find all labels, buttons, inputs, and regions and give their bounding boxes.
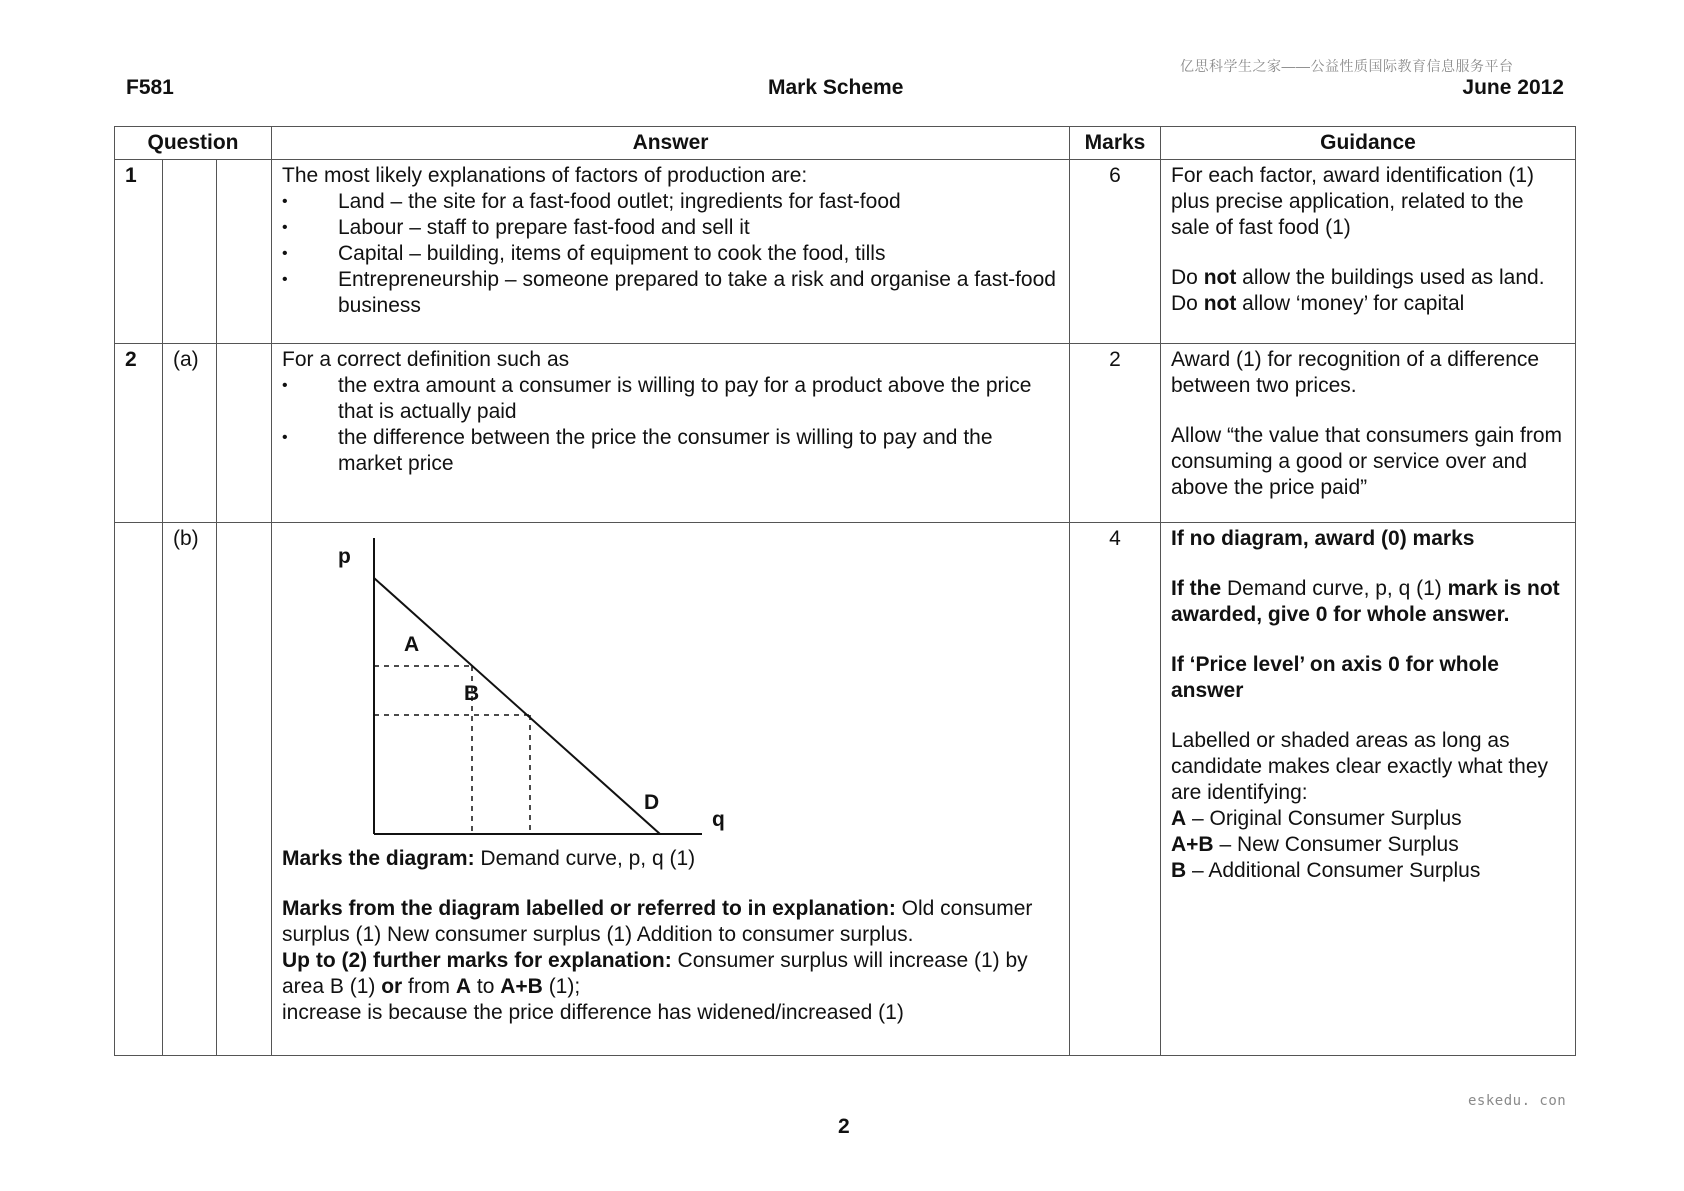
table-row bbox=[115, 160, 1576, 344]
list-item: • Entrepreneurship – someone prepared to take a risk and organise a fast-food business bbox=[282, 267, 1059, 319]
list-item: • Capital – building, items of equipment to cook the food, tills bbox=[282, 241, 1059, 267]
list-item: • the extra amount a consumer is willing to pay for a product above the price that is actually paid bbox=[282, 373, 1059, 425]
question-number: 2 bbox=[115, 344, 163, 523]
answer-intro: For a correct definition such as bbox=[282, 348, 570, 371]
guidance-cell bbox=[1161, 523, 1576, 1056]
question-subpart bbox=[217, 160, 272, 344]
marks-cell: 4 bbox=[1070, 523, 1161, 1056]
list-item: • Land – the site for a fast-food outlet; ingredients for fast-food bbox=[282, 189, 1059, 215]
list-item: • the difference between the price the consumer is willing to pay and the market price bbox=[282, 425, 1059, 477]
mark-scheme-table bbox=[114, 126, 1576, 1056]
answer-cell bbox=[272, 160, 1070, 344]
further-marks-text-2: increase is because the price difference has widened/increased (1) bbox=[282, 1001, 904, 1024]
guidance-item: B – Additional Consumer Surplus bbox=[1171, 859, 1481, 882]
list-item: • Labour – staff to prepare fast-food and sell it bbox=[282, 215, 1059, 241]
question-subpart bbox=[217, 523, 272, 1056]
header-code: F581 bbox=[126, 76, 174, 99]
demand-curve bbox=[374, 578, 660, 834]
question-number bbox=[115, 523, 163, 1056]
table-row bbox=[115, 344, 1576, 523]
answer-cell bbox=[272, 344, 1070, 523]
guidance-item: A+B – New Consumer Surplus bbox=[1171, 833, 1459, 856]
question-part: (a) bbox=[163, 344, 217, 523]
price-axis-label: p bbox=[338, 545, 351, 568]
header-date: June 2012 bbox=[1462, 76, 1564, 99]
page-number: 2 bbox=[838, 1115, 850, 1138]
marks-cell: 6 bbox=[1070, 160, 1161, 344]
guidance-text: Allow “the value that consumers gain from consuming a good or service over and above the price paid” bbox=[1171, 424, 1563, 499]
guidance-item: A – Original Consumer Surplus bbox=[1171, 807, 1462, 830]
watermark-bottom: eskedu. con bbox=[1468, 1093, 1567, 1109]
demand-curve-diagram bbox=[282, 526, 802, 846]
question-part bbox=[163, 160, 217, 344]
guidance-text: Do not allow the buildings used as land. bbox=[1171, 266, 1545, 289]
guidance-text: If the Demand curve, p, q (1) mark is not awarded, give 0 for whole answer. bbox=[1171, 577, 1560, 626]
guidance-text: If no diagram, award (0) marks bbox=[1171, 527, 1475, 550]
header-title: Mark Scheme bbox=[768, 76, 904, 99]
area-b-label: B bbox=[464, 682, 480, 705]
guidance-text: If ‘Price level’ on axis 0 for whole answer bbox=[1171, 653, 1499, 702]
guidance-text: Award (1) for recognition of a difference between two prices. bbox=[1171, 348, 1540, 397]
guidance-cell bbox=[1161, 344, 1576, 523]
guidance-cell bbox=[1161, 160, 1576, 344]
table-header-row bbox=[115, 127, 1576, 160]
header-answer: Answer bbox=[272, 127, 1070, 160]
answer-list bbox=[282, 373, 1059, 477]
area-a-label: A bbox=[404, 633, 420, 656]
marks-cell: 2 bbox=[1070, 344, 1161, 523]
header-guidance: Guidance bbox=[1161, 127, 1576, 160]
header-question: Question bbox=[115, 127, 272, 160]
answer-cell bbox=[272, 523, 1070, 1056]
question-part: (b) bbox=[163, 523, 217, 1056]
guidance-text: Do not allow ‘money’ for capital bbox=[1171, 292, 1465, 315]
question-subpart bbox=[217, 344, 272, 523]
answer-intro: The most likely explanations of factors of production are: bbox=[282, 164, 808, 187]
guidance-text: Labelled or shaded areas as long as candidate makes clear exactly what they are identifying: bbox=[1171, 729, 1549, 804]
question-number: 1 bbox=[115, 160, 163, 344]
guidance-text: For each factor, award identification (1) plus precise application, related to the sale of fast food (1) bbox=[1171, 164, 1535, 239]
marks-diagram-text: Marks the diagram: Demand curve, p, q (1) bbox=[282, 847, 696, 870]
header-marks: Marks bbox=[1070, 127, 1161, 160]
table-row bbox=[115, 523, 1576, 1056]
answer-list bbox=[282, 189, 1059, 319]
watermark-top: 亿思科学生之家——公益性质国际教育信息服务平台 bbox=[1180, 58, 1514, 74]
demand-label: D bbox=[644, 791, 660, 814]
quantity-axis-label: q bbox=[712, 808, 725, 831]
further-marks-text: Up to (2) further marks for explanation: Consumer surplus will increase (1) by area B (1) or from A to A+B (1); bbox=[282, 949, 1028, 998]
marks-from-diagram-text: Marks from the diagram labelled or referred to in explanation: Old consumer surplus (1) New consumer surplus (1) Addition to consumer surplus. bbox=[282, 897, 1033, 946]
